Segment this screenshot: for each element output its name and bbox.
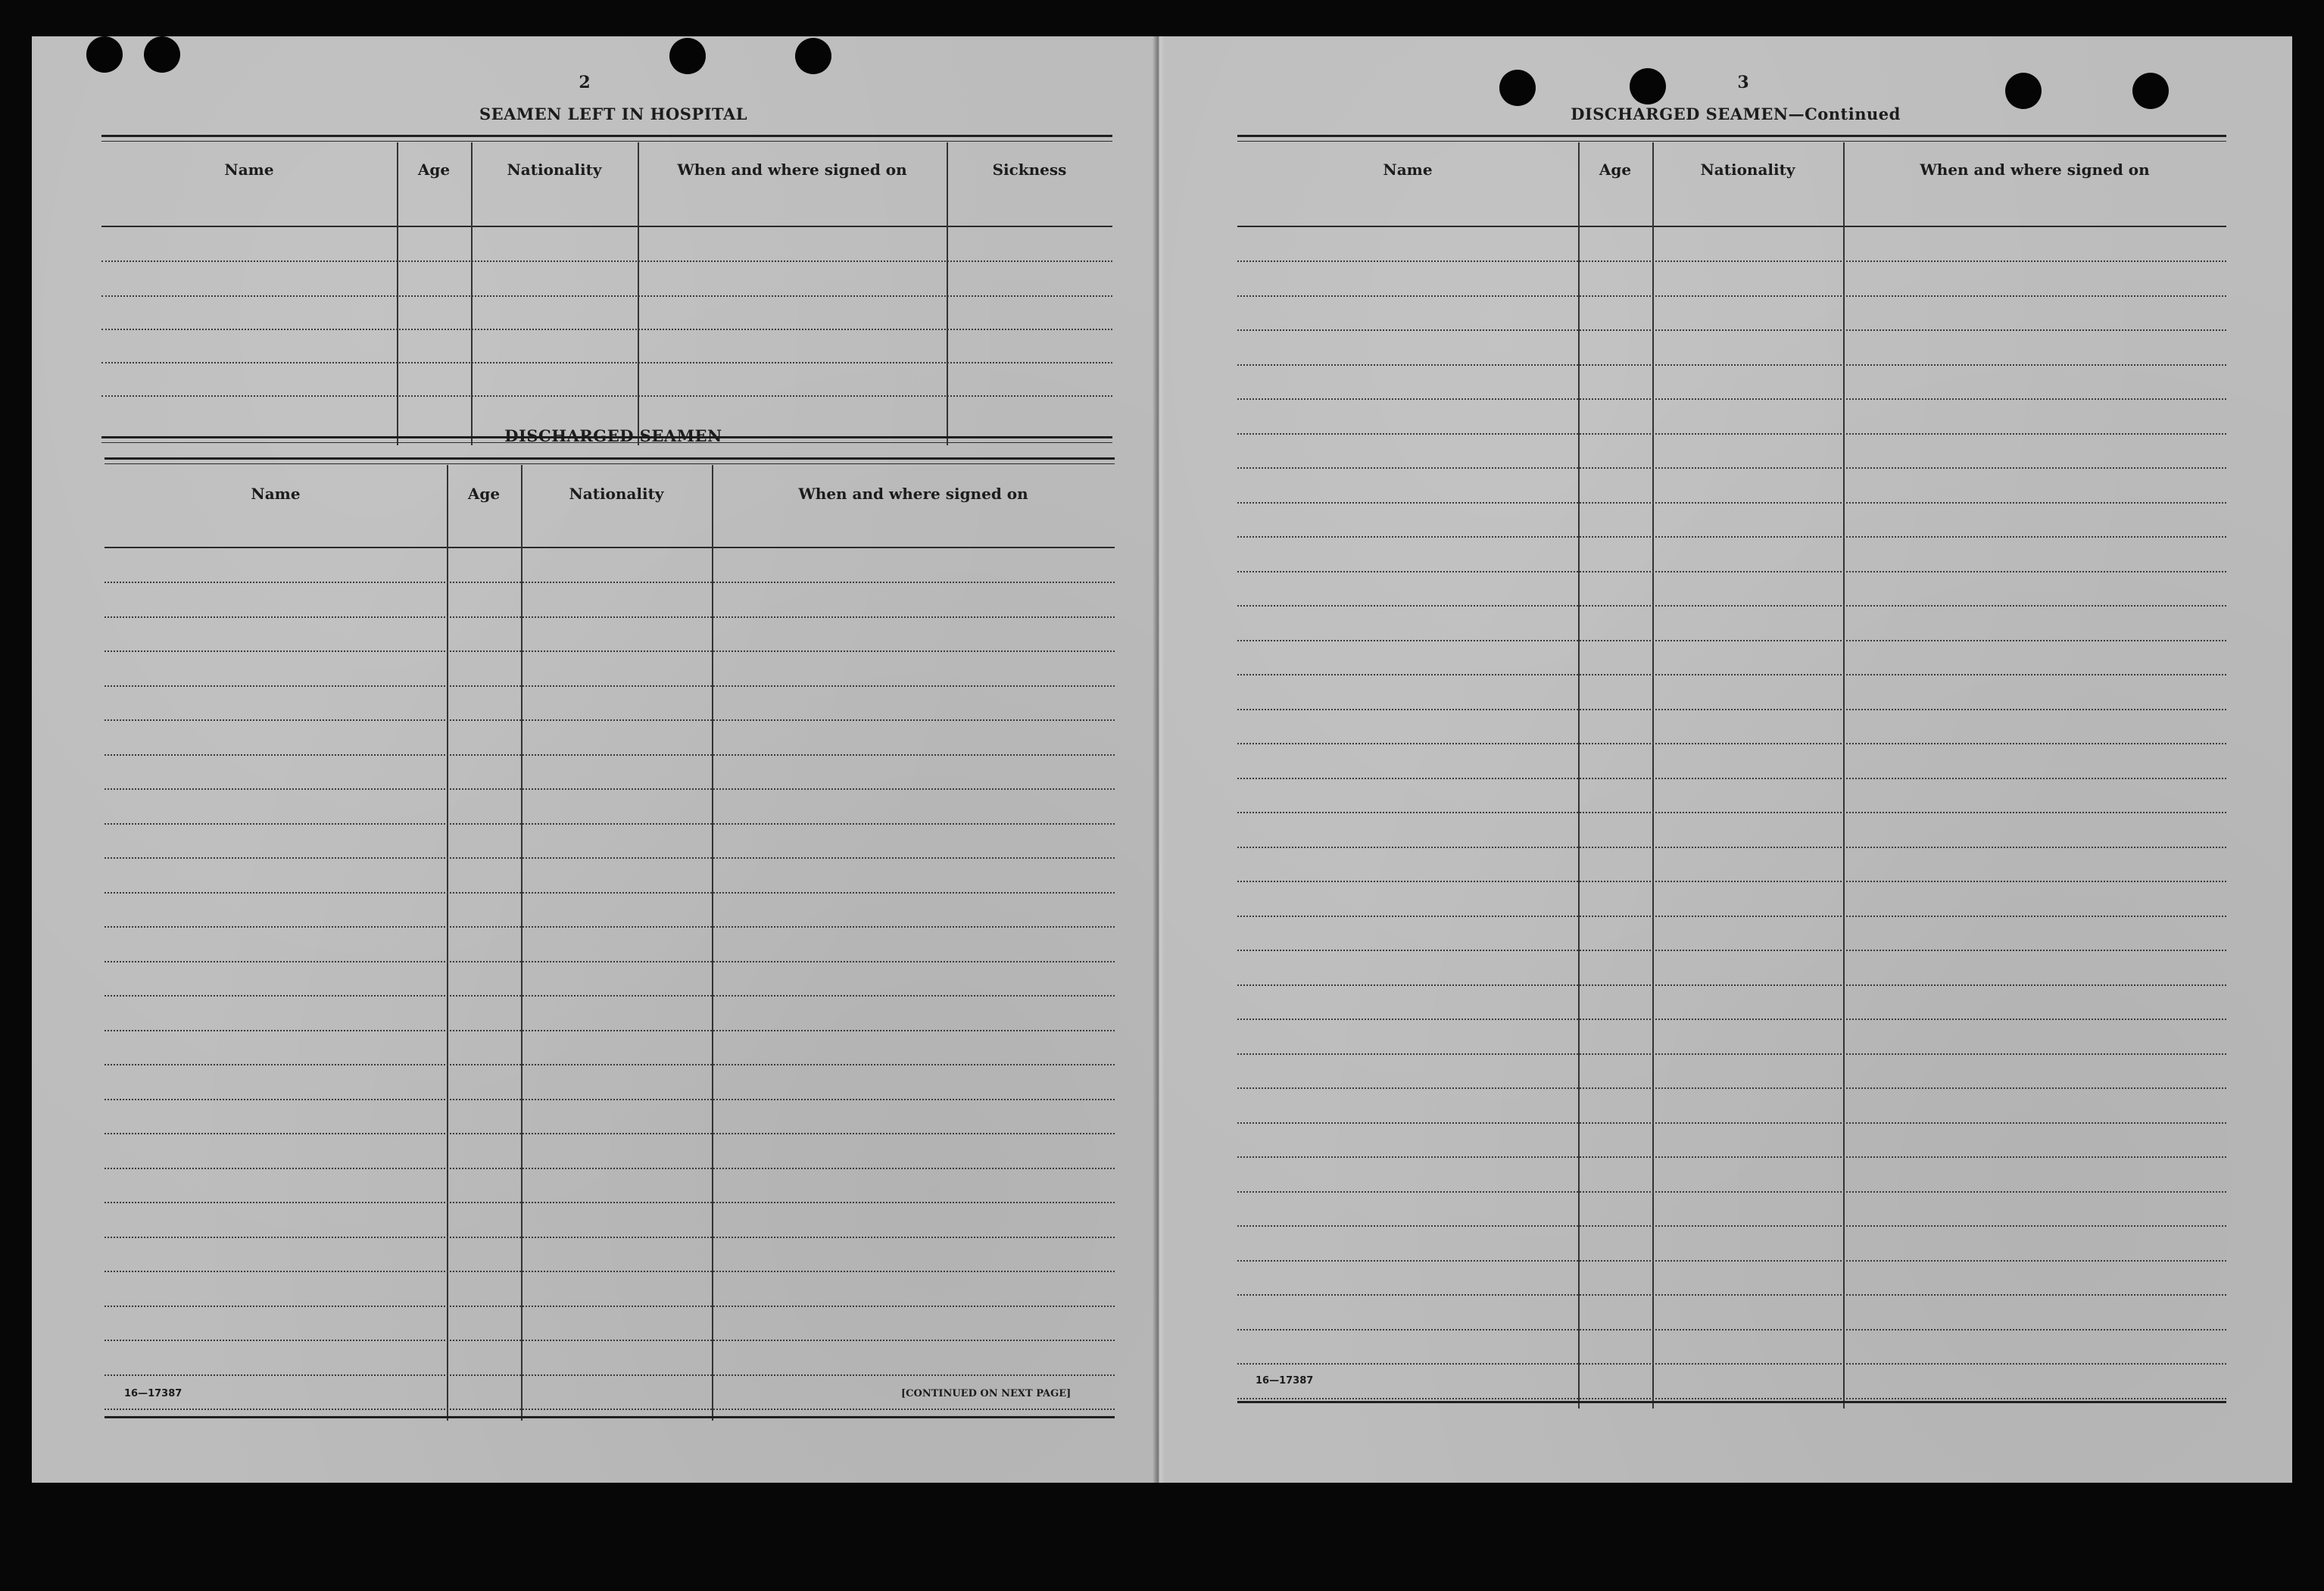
form-row-line <box>1237 950 2226 951</box>
form-row-line <box>1237 916 2226 917</box>
form-row-line <box>105 1133 1115 1134</box>
form-row-line <box>1237 1398 2226 1399</box>
form-row-line <box>1237 1294 2226 1296</box>
form-row-line <box>1237 260 2226 262</box>
form-row-line <box>1237 571 2226 572</box>
column-header-sickness: Sickness <box>992 161 1067 179</box>
column-header-age: Age <box>467 485 501 503</box>
discharged-seamen-table <box>105 457 1115 1421</box>
page-fold <box>1153 36 1165 1483</box>
form-row-line <box>1237 364 2226 366</box>
form-row-line <box>1237 812 2226 813</box>
form-row-line <box>105 1202 1115 1203</box>
punch-hole <box>669 38 706 74</box>
form-row-line <box>105 788 1115 790</box>
form-number: 16—17387 <box>1256 1375 1314 1387</box>
section-title-discharged-seamen: DISCHARGED SEAMEN <box>504 426 722 445</box>
form-row-line <box>1237 1019 2226 1020</box>
form-row-line <box>1237 1260 2226 1262</box>
column-header-age: Age <box>1599 161 1632 179</box>
form-row-line <box>105 1064 1115 1065</box>
form-row-line <box>105 754 1115 756</box>
form-row-line <box>105 1340 1115 1341</box>
form-row-line <box>1237 398 2226 400</box>
form-row-line <box>1237 502 2226 504</box>
form-row-line <box>105 1306 1115 1307</box>
form-row-line <box>1237 1087 2226 1089</box>
form-row-line <box>1237 847 2226 848</box>
discharged-seamen-continued-table <box>1237 135 2226 1409</box>
form-row-line <box>105 616 1115 618</box>
form-row-line <box>1237 881 2226 882</box>
form-row-line <box>105 719 1115 721</box>
form-row-line <box>105 926 1115 928</box>
continued-on-next-page-note: [CONTINUED ON NEXT PAGE] <box>901 1388 1072 1399</box>
left-page <box>32 36 1159 1483</box>
form-row-line <box>1237 778 2226 779</box>
form-row-line <box>105 892 1115 894</box>
column-header-nationality: Nationality <box>1700 161 1795 179</box>
column-header-nationality: Nationality <box>569 485 664 503</box>
form-row-line <box>105 650 1115 652</box>
form-row-line <box>105 857 1115 859</box>
column-header-name: Name <box>251 485 301 503</box>
form-row-line <box>1237 709 2226 710</box>
form-row-line <box>105 823 1115 825</box>
punch-hole <box>795 38 831 74</box>
form-row-line <box>1237 295 2226 297</box>
form-number: 16—17387 <box>124 1388 182 1399</box>
page-number: 3 <box>1737 73 1749 92</box>
column-header-when-where-signed-on: When and where signed on <box>677 161 907 179</box>
form-row-line <box>1237 1329 2226 1331</box>
right-page <box>1159 36 2292 1483</box>
form-row-line <box>105 961 1115 962</box>
form-row-line <box>1237 1363 2226 1365</box>
form-row-line <box>1237 1122 2226 1124</box>
form-row-line <box>105 995 1115 997</box>
column-header-age: Age <box>417 161 451 179</box>
form-row-line <box>1237 536 2226 538</box>
punch-hole <box>1630 68 1666 105</box>
punch-hole <box>1499 70 1536 106</box>
form-row-line <box>1237 1053 2226 1055</box>
form-row-line <box>1237 329 2226 331</box>
form-row-line <box>1237 1156 2226 1158</box>
punch-hole <box>144 36 180 73</box>
form-row-line <box>1237 743 2226 744</box>
form-row-line <box>105 1168 1115 1169</box>
form-row-line <box>1237 1191 2226 1193</box>
column-header-name: Name <box>1383 161 1433 179</box>
page-number: 2 <box>579 73 591 92</box>
form-row-line <box>1237 433 2226 435</box>
column-header-name: Name <box>224 161 274 179</box>
form-row-line <box>1237 1225 2226 1227</box>
section-title-seamen-left-in-hospital: SEAMEN LEFT IN HOSPITAL <box>479 105 748 123</box>
section-title-discharged-seamen-continued: DISCHARGED SEAMEN—Continued <box>1571 105 1901 123</box>
form-row-line <box>1237 674 2226 675</box>
form-row-line <box>105 1099 1115 1100</box>
form-row-line <box>105 1030 1115 1031</box>
hospital-table <box>101 135 1112 445</box>
punch-hole <box>2132 73 2169 109</box>
form-row-line <box>105 1237 1115 1238</box>
form-row-line <box>1237 640 2226 641</box>
form-row-line <box>105 1374 1115 1376</box>
column-header-when-where-signed-on: When and where signed on <box>798 485 1028 503</box>
form-row-line <box>105 1271 1115 1272</box>
form-row-line <box>1237 467 2226 469</box>
form-row-line <box>105 1409 1115 1410</box>
punch-hole <box>86 36 123 73</box>
form-row-line <box>105 685 1115 687</box>
form-row-line <box>105 582 1115 583</box>
form-row-line <box>1237 984 2226 986</box>
punch-hole <box>2005 73 2042 109</box>
column-header-nationality: Nationality <box>507 161 602 179</box>
form-row-line <box>1237 605 2226 607</box>
column-header-when-where-signed-on: When and where signed on <box>1920 161 2150 179</box>
